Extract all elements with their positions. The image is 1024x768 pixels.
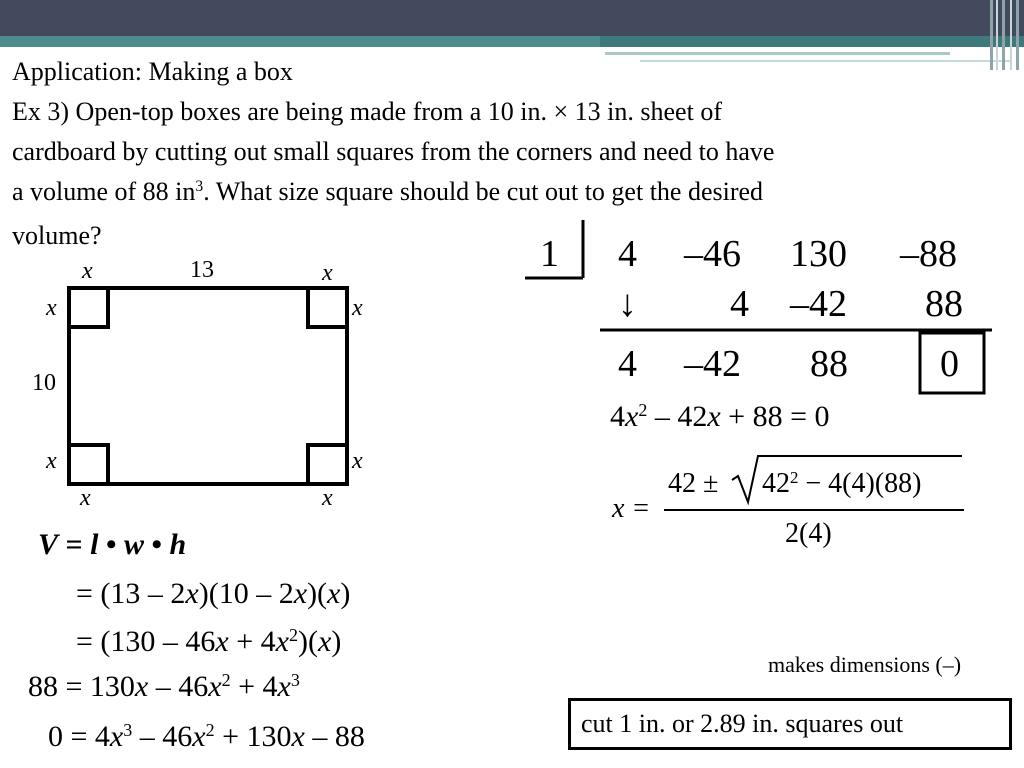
exponent: 2	[221, 670, 231, 691]
term: = (13 – 2	[76, 577, 186, 610]
corner-label-right-lower: x	[352, 448, 363, 474]
divisor: 1	[540, 233, 559, 275]
dimension-note: makes dimensions (–)	[768, 652, 962, 677]
problem-line-4: volume?	[12, 221, 102, 250]
cube-exponent: 3	[195, 178, 204, 196]
term: )	[340, 577, 351, 610]
variable: x	[192, 720, 206, 753]
exponent: 2	[289, 625, 298, 646]
equals: =	[58, 528, 91, 561]
problem-line-3a: a volume of 88 in	[12, 177, 196, 206]
problem-line-2: cardboard by cutting out small squares from the corners and need to have	[12, 137, 775, 166]
volume-line-5	[48, 720, 365, 754]
height-symbol: h	[169, 528, 187, 561]
corner-label-bottom-left: x	[80, 485, 91, 511]
formula-lhs: x =	[612, 493, 651, 524]
volume-symbol: V	[38, 528, 59, 561]
corner-label-left-upper: x	[46, 295, 57, 321]
height-label: 10	[32, 370, 56, 396]
corner-label-bottom-right: x	[322, 485, 333, 511]
width-symbol: w	[123, 528, 144, 561]
term: 42	[762, 468, 790, 499]
term: + 88 = 0	[720, 400, 830, 433]
variable: x	[215, 625, 229, 658]
answer-box: cut 1 in. or 2.89 in. squares out	[568, 698, 1012, 750]
cardboard-diagram	[60, 280, 360, 495]
term: − 4(4)(88)	[798, 468, 922, 499]
result-2: –42	[684, 343, 741, 385]
variable: x	[109, 720, 124, 753]
width-label: 13	[190, 257, 214, 283]
coef-1: 4	[618, 233, 637, 275]
variable: x	[707, 400, 721, 433]
variable: x	[134, 670, 149, 703]
volume-line-3	[76, 625, 341, 659]
variable: x	[293, 577, 308, 610]
coef-2: –46	[684, 233, 741, 275]
radicand	[762, 468, 921, 500]
exponent: 3	[123, 720, 133, 741]
quadratic-equation	[610, 400, 830, 434]
term: – 46	[148, 670, 209, 703]
term: + 4	[228, 625, 276, 658]
term: )(10 – 2	[198, 577, 294, 610]
formula-numerator-a: 42 ±	[668, 468, 719, 499]
term: – 46	[132, 720, 193, 753]
volume-line-2	[76, 577, 350, 611]
problem-line-1: Ex 3) Open-top boxes are being made from a 10 in. × 13 in. sheet of	[12, 97, 722, 126]
corner-label-left-lower: x	[46, 448, 57, 474]
variable: x	[327, 577, 341, 610]
variable: x	[317, 625, 332, 658]
term: = (130 – 46	[76, 625, 216, 658]
coef-4: –88	[900, 233, 957, 275]
exponent: 2	[205, 720, 215, 741]
term: 88 = 130	[28, 670, 135, 703]
variable: x	[291, 720, 305, 753]
term: – 42	[647, 400, 708, 433]
product-1: 4	[730, 283, 749, 325]
down-arrow-icon: ↓	[618, 283, 637, 325]
exponent: 2	[638, 400, 648, 421]
term: 0 = 4	[48, 720, 110, 753]
problem-line-3	[12, 172, 1012, 216]
dot: •	[98, 528, 124, 561]
variable: x	[275, 625, 289, 658]
variable: x	[277, 670, 291, 703]
dot: •	[144, 528, 170, 561]
length-symbol: l	[90, 528, 99, 561]
product-3: 88	[925, 283, 963, 325]
product-2: –42	[790, 283, 847, 325]
term: )(	[298, 625, 318, 658]
exponent: 3	[290, 670, 300, 691]
variable: x	[208, 670, 222, 703]
result-1: 4	[618, 343, 637, 385]
variable: x	[185, 577, 199, 610]
formula-denominator: 2(4)	[785, 518, 832, 549]
corner-label-top-left: x	[82, 258, 93, 284]
result-3: 88	[810, 343, 848, 385]
term: + 4	[230, 670, 278, 703]
term: + 130	[214, 720, 292, 753]
slide-title: Application: Making a box	[12, 57, 293, 86]
corner-label-right-upper: x	[352, 295, 363, 321]
exponent: 2	[790, 467, 799, 487]
coef-3: 130	[790, 233, 847, 275]
variable: x	[625, 400, 639, 433]
volume-line-1	[38, 528, 186, 562]
term: )(	[307, 577, 328, 610]
remainder: 0	[940, 343, 959, 385]
volume-line-4	[28, 670, 300, 704]
term: )	[331, 625, 342, 658]
term: – 88	[304, 720, 365, 753]
problem-line-3b: . What size square should be cut out to get the desired	[203, 177, 764, 206]
term: 4	[610, 400, 625, 433]
corner-label-top-right: x	[322, 260, 333, 286]
